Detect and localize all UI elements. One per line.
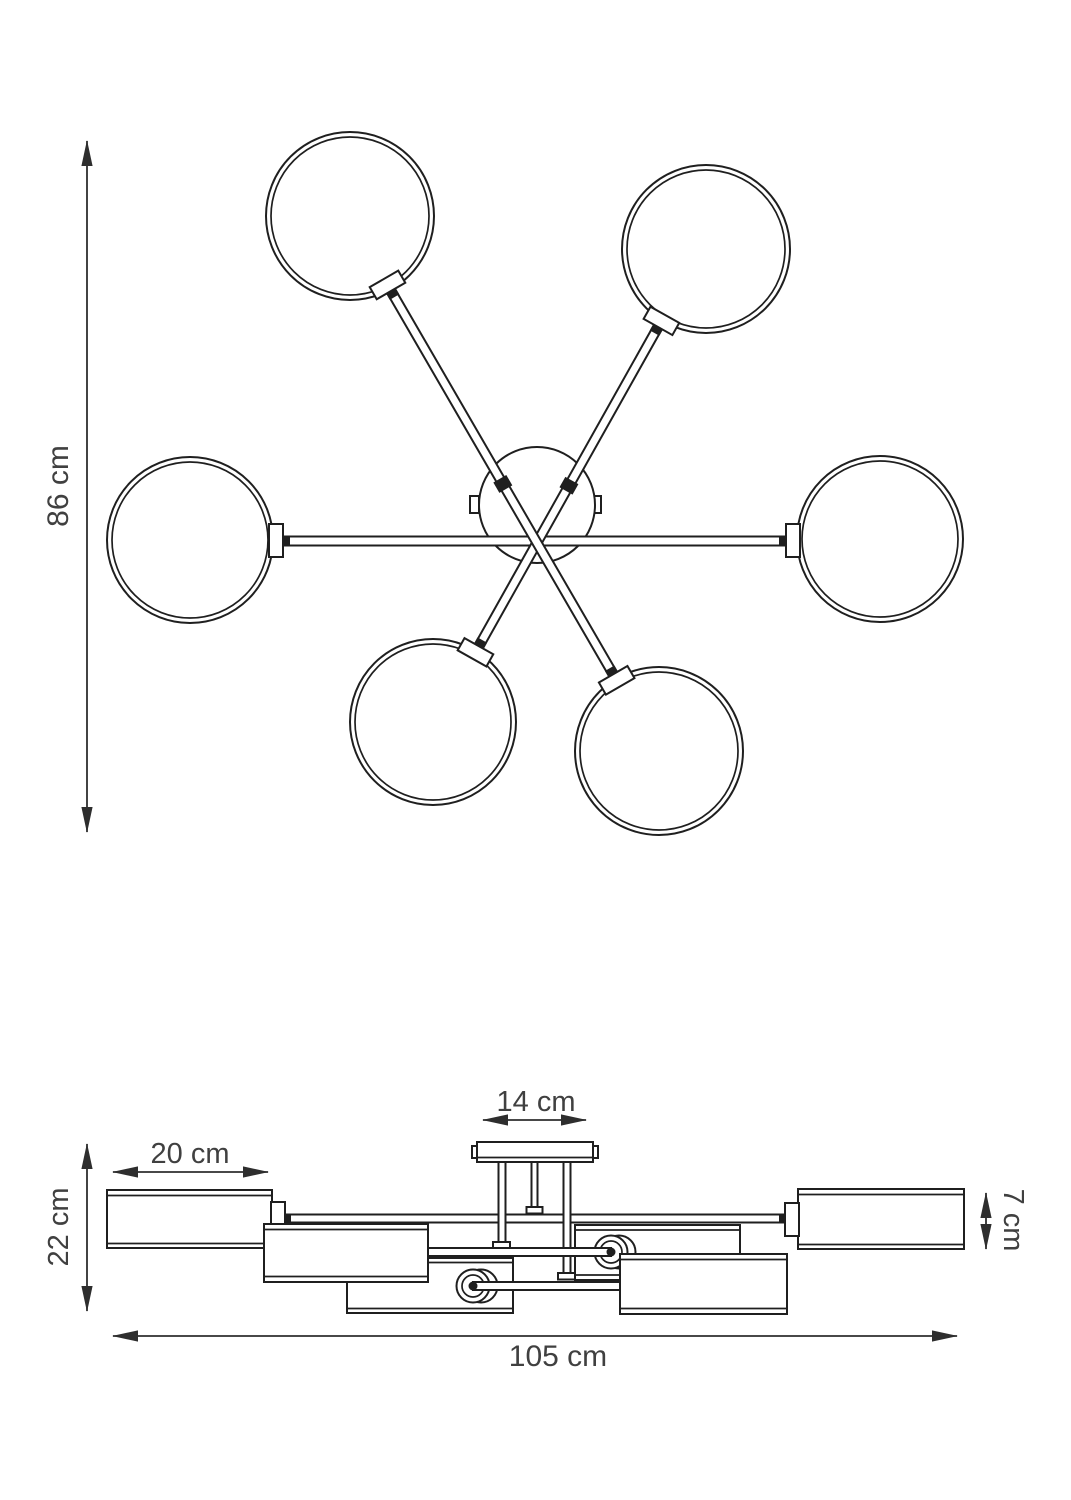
arm-pin	[607, 1248, 616, 1257]
drop-rod-middle	[532, 1162, 538, 1207]
shade-ring-bottom-left	[350, 639, 516, 805]
canopy-tab-left	[470, 496, 479, 513]
dim-label-105: 105 cm	[508, 1340, 608, 1373]
side-arm-front	[473, 1282, 629, 1290]
arm-bar	[285, 1215, 785, 1223]
joint-nub	[283, 536, 290, 547]
dim-label-20: 20 cm	[150, 1138, 230, 1170]
side-shade-back-left	[107, 1190, 272, 1248]
shade-ring-top-left	[266, 132, 434, 300]
drop-rod-left	[499, 1162, 506, 1242]
side-shade-mid-left	[264, 1224, 428, 1282]
rod-foot-middle	[527, 1207, 543, 1214]
dim-label-7: 7 cm	[997, 1188, 1029, 1252]
socket-right	[785, 1203, 799, 1236]
rod-foot-right	[558, 1273, 575, 1280]
dim-label-14: 14 cm	[496, 1086, 576, 1118]
dim-canopy-width	[483, 1086, 586, 1120]
dim-fixture-height	[43, 1144, 87, 1311]
side-arm-middle	[428, 1248, 611, 1256]
top-view	[42, 132, 963, 835]
dim-shade-length	[113, 1138, 268, 1172]
side-shade-back-right	[798, 1189, 964, 1249]
shade-ring-bottom-right	[575, 667, 743, 835]
dim-overall-width	[113, 1336, 957, 1373]
side-shade-front-right	[620, 1254, 787, 1314]
joint-nub	[779, 1215, 785, 1223]
joint-nub	[285, 1215, 291, 1223]
dim-shade-height	[986, 1189, 1029, 1252]
dim-overall-height	[42, 141, 87, 832]
dim-label-22: 22 cm	[43, 1187, 75, 1267]
arm-pin	[469, 1282, 478, 1291]
joint-nub	[779, 536, 786, 547]
socket-left	[269, 524, 283, 557]
shade-ring-top-right	[622, 165, 790, 333]
socket-right	[786, 524, 800, 557]
shade-ring-left	[107, 457, 273, 623]
dim-label-86: 86 cm	[42, 445, 75, 527]
shade-ring-right	[797, 456, 963, 622]
side-view	[43, 1086, 1029, 1373]
arm-diagonal-tl-br	[370, 271, 635, 695]
canopy-plate	[477, 1142, 593, 1162]
